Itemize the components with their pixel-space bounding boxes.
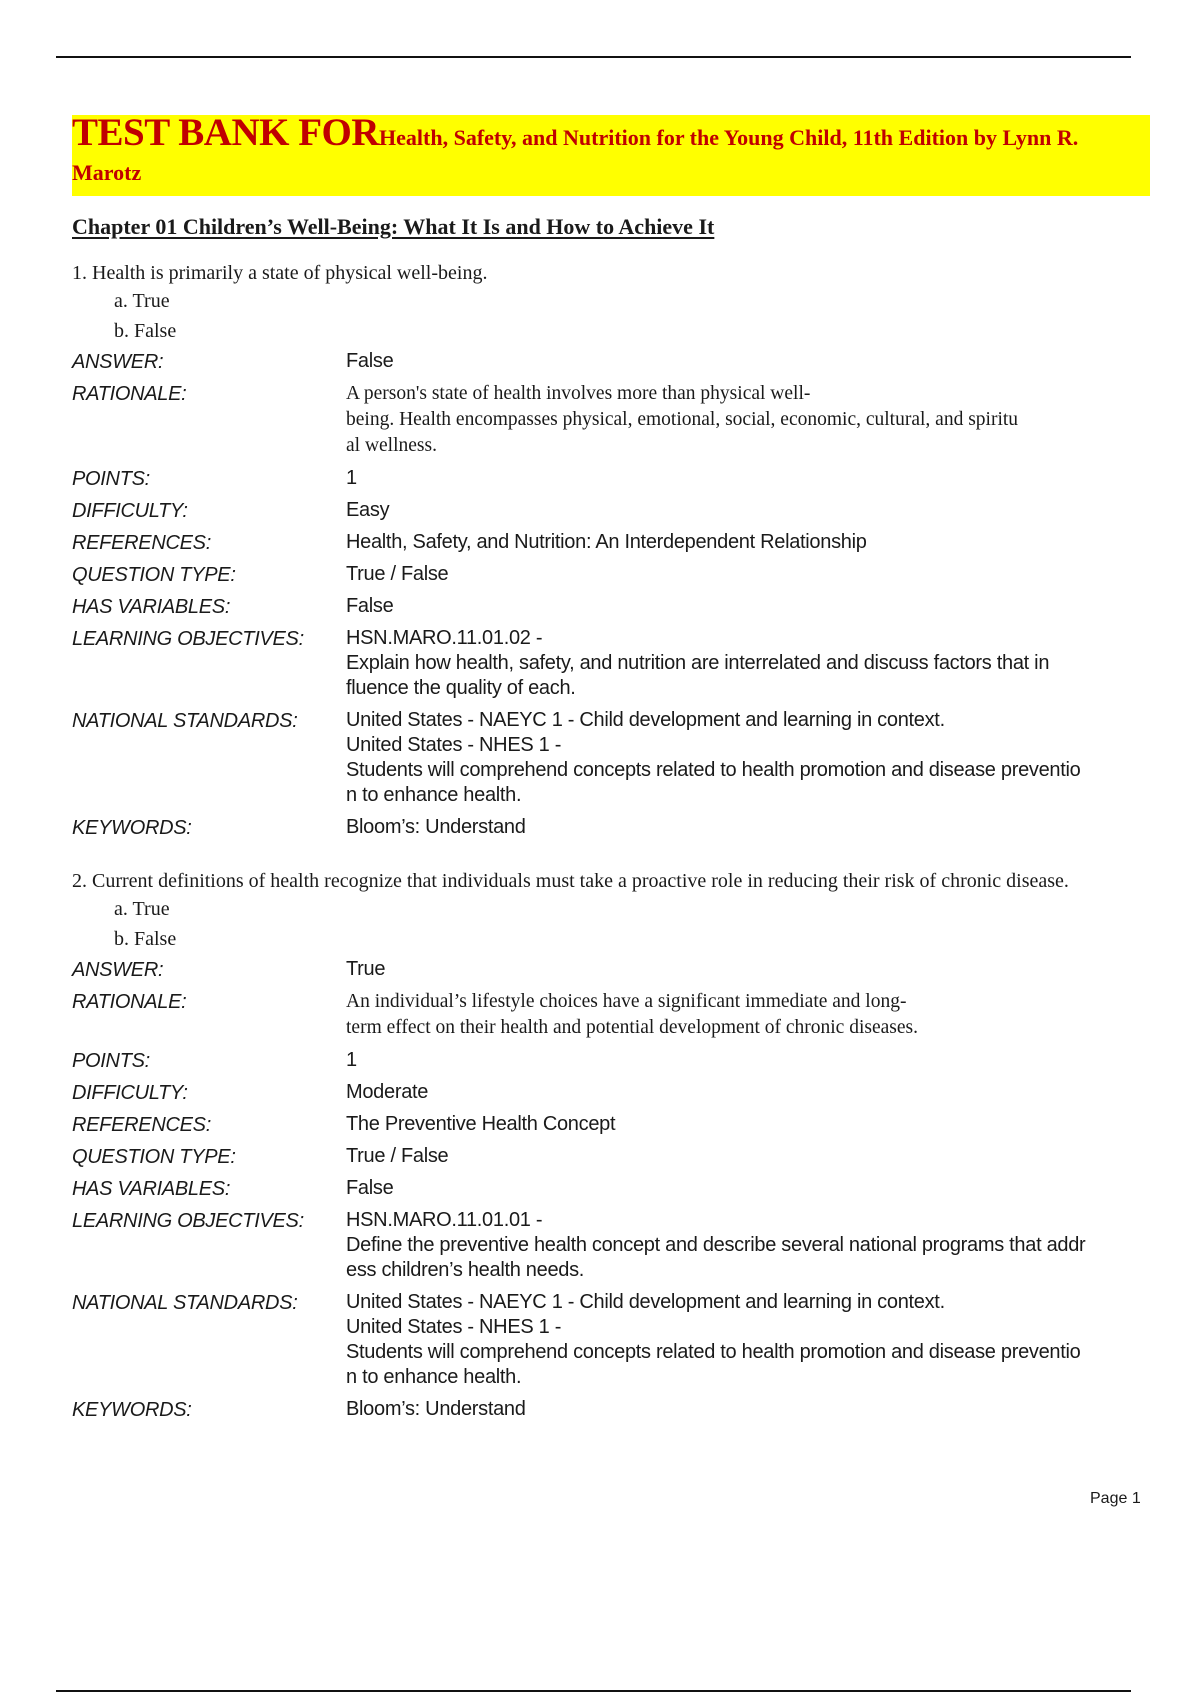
objective-line: HSN.MARO.11.01.02 - bbox=[346, 627, 543, 649]
objective-line: Explain how health, safety, and nutrition are interrelated and discuss factors that in bbox=[346, 652, 1050, 674]
keywords-row bbox=[72, 812, 1182, 844]
bottom-rule bbox=[56, 1690, 1131, 1692]
national-standards-value bbox=[346, 1287, 1182, 1394]
points-row bbox=[72, 1045, 1182, 1077]
rationale-line: An individual’s lifestyle choices have a significant immediate and long- bbox=[346, 991, 907, 1012]
keywords-row bbox=[72, 1394, 1182, 1426]
rationale-line: al wellness. bbox=[346, 435, 437, 456]
learning-objectives-label: LEARNING OBJECTIVES: bbox=[72, 628, 304, 650]
rationale-label: RATIONALE: bbox=[72, 991, 187, 1013]
answer-row bbox=[72, 954, 1182, 986]
standard-line: United States - NAEYC 1 - Child development and learning in context. bbox=[346, 1291, 945, 1313]
question-type-label: QUESTION TYPE: bbox=[72, 1146, 236, 1168]
difficulty-label: DIFFICULTY: bbox=[72, 500, 188, 522]
option-b: b. False bbox=[114, 320, 177, 342]
has-variables-value: False bbox=[346, 595, 394, 617]
difficulty-row bbox=[72, 1077, 1182, 1109]
points-label: POINTS: bbox=[72, 1050, 150, 1072]
answer-label: ANSWER: bbox=[72, 959, 164, 981]
question-type-value: True / False bbox=[346, 1145, 449, 1167]
references-value: Health, Safety, and Nutrition: An Interdependent Relationship bbox=[346, 531, 867, 553]
page-number: Page 1 bbox=[1090, 1490, 1141, 1507]
keywords-value: Bloom’s: Understand bbox=[346, 1398, 526, 1420]
learning-objectives-value bbox=[346, 623, 1182, 705]
rationale-row bbox=[72, 986, 1182, 1045]
question-stem: 1. Health is primarily a state of physical well-being. bbox=[72, 262, 488, 284]
title-prefix: TEST BANK FOR bbox=[72, 111, 380, 154]
rationale-line: A person's state of health involves more than physical well- bbox=[346, 383, 811, 404]
standard-line: Students will comprehend concepts related to health promotion and disease preventio bbox=[346, 1341, 1081, 1363]
standard-line: United States - NHES 1 - bbox=[346, 1316, 562, 1338]
chapter-heading: Chapter 01 Children’s Well-Being: What It Is and How to Achieve It bbox=[72, 214, 715, 239]
option-a: a. True bbox=[114, 898, 170, 920]
rationale-line: term effect on their health and potential development of chronic diseases. bbox=[346, 1017, 918, 1038]
has-variables-row bbox=[72, 1173, 1182, 1205]
document-body bbox=[72, 111, 1182, 1426]
difficulty-value: Moderate bbox=[346, 1081, 429, 1103]
references-row bbox=[72, 527, 1182, 559]
learning-objectives-row bbox=[72, 623, 1182, 705]
difficulty-row bbox=[72, 495, 1182, 527]
question-1 bbox=[72, 260, 1182, 844]
points-row bbox=[72, 463, 1182, 495]
standard-line: United States - NAEYC 1 - Child development and learning in context. bbox=[346, 709, 945, 731]
question-type-row bbox=[72, 1141, 1182, 1173]
answer-value: False bbox=[346, 350, 394, 372]
rationale-value bbox=[346, 986, 1106, 1045]
keywords-label: KEYWORDS: bbox=[72, 1399, 192, 1421]
question-type-value: True / False bbox=[346, 563, 449, 585]
rationale-value bbox=[346, 378, 1106, 463]
standard-line: United States - NHES 1 - bbox=[346, 734, 562, 756]
national-standards-label: NATIONAL STANDARDS: bbox=[72, 1292, 298, 1314]
objective-line: fluence the quality of each. bbox=[346, 677, 576, 699]
references-label: REFERENCES: bbox=[72, 532, 211, 554]
standard-line: Students will comprehend concepts related to health promotion and disease preventio bbox=[346, 759, 1081, 781]
national-standards-row bbox=[72, 1287, 1182, 1394]
answer-value: True bbox=[346, 958, 386, 980]
objective-line: ess children’s health needs. bbox=[346, 1259, 585, 1281]
option-a: a. True bbox=[114, 290, 170, 312]
objective-line: HSN.MARO.11.01.01 - bbox=[346, 1209, 543, 1231]
references-label: REFERENCES: bbox=[72, 1114, 211, 1136]
question-stem: 2. Current definitions of health recognize that individuals must take a proactive role in reducing their risk of chronic disease. bbox=[72, 870, 1069, 892]
standard-line: n to enhance health. bbox=[346, 784, 522, 806]
has-variables-value: False bbox=[346, 1177, 394, 1199]
answer-label: ANSWER: bbox=[72, 351, 164, 373]
references-row bbox=[72, 1109, 1182, 1141]
keywords-value: Bloom’s: Understand bbox=[346, 816, 526, 838]
question-type-row bbox=[72, 559, 1182, 591]
title-book: Health, Safety, and Nutrition for the Young Child, 11th Edition by Lynn R. Marotz bbox=[72, 125, 1079, 185]
standard-line: n to enhance health. bbox=[346, 1366, 522, 1388]
points-label: POINTS: bbox=[72, 468, 150, 490]
national-standards-label: NATIONAL STANDARDS: bbox=[72, 710, 298, 732]
national-standards-row bbox=[72, 705, 1182, 812]
objective-line: Define the preventive health concept and describe several national programs that addr bbox=[346, 1234, 1086, 1256]
points-value: 1 bbox=[346, 467, 357, 489]
keywords-label: KEYWORDS: bbox=[72, 817, 192, 839]
learning-objectives-value bbox=[346, 1205, 1182, 1287]
has-variables-row bbox=[72, 591, 1182, 623]
has-variables-label: HAS VARIABLES: bbox=[72, 596, 231, 618]
points-value: 1 bbox=[346, 1049, 357, 1071]
answer-row bbox=[72, 346, 1182, 378]
learning-objectives-row bbox=[72, 1205, 1182, 1287]
national-standards-value bbox=[346, 705, 1182, 812]
top-rule bbox=[56, 56, 1131, 58]
question-2 bbox=[72, 868, 1182, 1426]
difficulty-value: Easy bbox=[346, 499, 390, 521]
option-b: b. False bbox=[114, 928, 177, 950]
learning-objectives-label: LEARNING OBJECTIVES: bbox=[72, 1210, 304, 1232]
rationale-label: RATIONALE: bbox=[72, 383, 187, 405]
question-type-label: QUESTION TYPE: bbox=[72, 564, 236, 586]
title-banner bbox=[72, 111, 1150, 196]
rationale-line: being. Health encompasses physical, emotional, social, economic, cultural, and spiritu bbox=[346, 409, 1019, 430]
has-variables-label: HAS VARIABLES: bbox=[72, 1178, 231, 1200]
rationale-row bbox=[72, 378, 1182, 463]
references-value: The Preventive Health Concept bbox=[346, 1113, 616, 1135]
difficulty-label: DIFFICULTY: bbox=[72, 1082, 188, 1104]
